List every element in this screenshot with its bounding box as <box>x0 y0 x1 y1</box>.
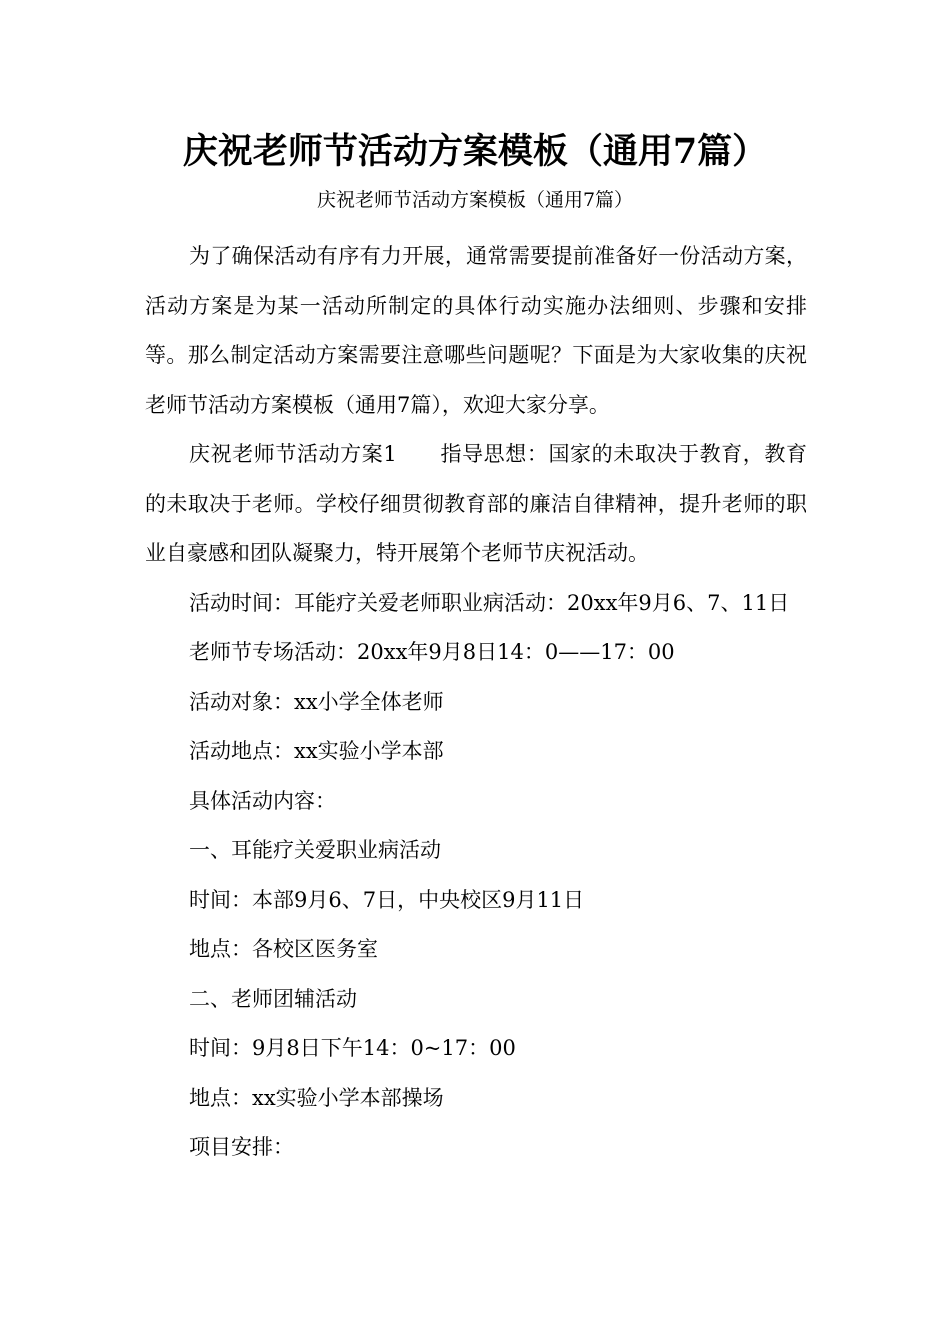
paragraph-section-2: 二、老师团辅活动 <box>189 986 357 1011</box>
paragraph-section-1-time: 时间：本部9月6、7日，中央校区9月11日 <box>189 887 585 912</box>
paragraph-plan-1: 庆祝老师节活动方案1 指导思想：国家的未取决于教育，教育的未取决于老师。学校仔细贯彻教育部的廉洁自律精神，提升老师的职业自豪感和团队凝聚力，特开展第个老师节庆祝活动。 <box>145 442 807 565</box>
paragraph-project-arrangement: 项目安排： <box>189 1135 294 1159</box>
paragraph-activity-time: 活动时间：耳能疗关爱老师职业病活动：20xx年9月6、7、11日 <box>189 590 790 615</box>
document-title: 庆祝老师节活动方案模板（通用7篇） <box>182 131 768 172</box>
paragraph-activity-target: 活动对象：xx小学全体老师 <box>189 689 444 714</box>
paragraph-section-2-time: 时间：9月8日下午14：0~17：00 <box>189 1036 516 1060</box>
paragraph-activity-location: 活动地点：xx实验小学本部 <box>189 739 444 763</box>
paragraph-section-1: 一、耳能疗关爱职业病活动 <box>189 838 441 862</box>
paragraph-content-heading: 具体活动内容： <box>189 788 336 813</box>
paragraph-section-2-location: 地点：xx实验小学本部操场 <box>189 1085 444 1110</box>
document-body <box>145 232 807 1173</box>
paragraph-section-1-location: 地点：各校区医务室 <box>189 937 378 961</box>
document-subtitle: 庆祝老师节活动方案模板（通用7篇） <box>316 189 634 211</box>
paragraph-special-activity: 老师节专场活动：20xx年9月8日14：0——17：00 <box>189 640 675 664</box>
paragraph-intro: 为了确保活动有序有力开展，通常需要提前准备好一份活动方案，活动方案是为某一活动所制定的具体行动实施办法细则、步骤和安排等。那么制定活动方案需要注意哪些问题呢？下面是为大家收集的庆祝老师节活动方案模板（通用7篇），欢迎大家分享。 <box>145 244 807 417</box>
